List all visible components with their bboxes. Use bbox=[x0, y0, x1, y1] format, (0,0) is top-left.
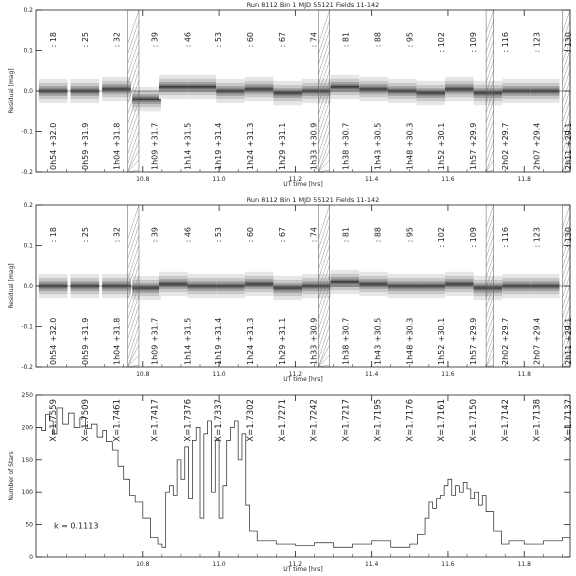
ra-dec-label: 1h52 +30.1 bbox=[437, 317, 447, 365]
bad-interval-hatch bbox=[318, 110, 329, 144]
x-tick-label: 11.0 bbox=[212, 176, 226, 183]
bad-interval-hatch bbox=[318, 215, 329, 249]
field-number-label: : 39 bbox=[150, 32, 160, 48]
field-number-label: : 81 bbox=[341, 32, 351, 48]
bad-interval-hatch bbox=[318, 20, 329, 54]
field-number-label: : 18 bbox=[49, 227, 59, 243]
ra-dec-label: 1h14 +31.5 bbox=[183, 317, 193, 365]
bad-interval-hatch bbox=[486, 215, 494, 238]
field-number-label: : 88 bbox=[373, 32, 383, 48]
ra-dec-label: 0h59 +31.9 bbox=[80, 122, 90, 170]
ra-dec-label: 1h33 +30.9 bbox=[309, 317, 319, 365]
ra-dec-label: 1h29 +31.1 bbox=[278, 317, 288, 365]
bad-interval-hatch bbox=[128, 315, 139, 349]
field-number-label: : 130 bbox=[564, 227, 574, 248]
bad-interval-hatch bbox=[128, 20, 139, 54]
ra-dec-label: 1h33 +30.9 bbox=[309, 122, 319, 170]
ra-dec-label: 2h07 +29.4 bbox=[532, 122, 542, 170]
ra-dec-label: 2h11 +29.1 bbox=[564, 122, 574, 170]
field-number-label: : 67 bbox=[278, 32, 288, 48]
ra-dec-label: 1h14 +31.5 bbox=[183, 122, 193, 170]
field-number-label: : 123 bbox=[532, 227, 542, 248]
bad-interval-hatch bbox=[318, 315, 329, 349]
bad-interval-hatch bbox=[562, 265, 570, 288]
bad-interval-hatch bbox=[128, 120, 139, 154]
ra-dec-label: 1h04 +31.8 bbox=[112, 122, 122, 170]
ra-dec-label: 1h24 +31.3 bbox=[245, 317, 255, 365]
x-tick-label: 11.2 bbox=[288, 561, 303, 568]
chart-title: Run 8112 Bin 1 MJD 55121 Fields 11-142 bbox=[246, 1, 380, 9]
ra-dec-label: 1h19 +31.4 bbox=[213, 122, 223, 170]
ra-dec-label: 1h38 +30.7 bbox=[341, 122, 351, 170]
airmass-label: X=1.7242 bbox=[309, 399, 320, 442]
bad-interval-hatch bbox=[128, 305, 139, 339]
x-tick-label: 11.4 bbox=[364, 176, 379, 183]
field-number-label: : 53 bbox=[213, 32, 223, 48]
field-number-label: : 116 bbox=[500, 227, 510, 248]
bad-interval-hatch bbox=[318, 345, 329, 367]
field-number-label: : 130 bbox=[564, 32, 574, 53]
ra-dec-label: 1h29 +31.1 bbox=[278, 122, 288, 170]
field-number-label: : 109 bbox=[469, 32, 479, 53]
field-number-label: : 53 bbox=[213, 227, 223, 243]
field-number-label: : 74 bbox=[309, 227, 319, 243]
y-tick-label: -0.2 bbox=[21, 364, 33, 371]
ra-dec-label: 2h07 +29.4 bbox=[532, 317, 542, 365]
airmass-label: X=1.7150 bbox=[469, 399, 480, 442]
bad-interval-hatch bbox=[128, 140, 139, 172]
field-number-label: : 116 bbox=[500, 32, 510, 53]
bad-interval-hatch bbox=[486, 20, 494, 43]
bad-interval-hatch bbox=[318, 325, 329, 359]
y-tick-label: 0.1 bbox=[23, 242, 33, 250]
bad-interval-hatch bbox=[128, 110, 139, 144]
bad-interval-hatch bbox=[486, 10, 494, 33]
field-number-label: : 102 bbox=[437, 227, 447, 248]
x-tick-label: 11.8 bbox=[517, 176, 531, 183]
x-tick-label: 11.0 bbox=[212, 561, 226, 568]
ra-dec-label: 1h52 +30.1 bbox=[437, 122, 447, 170]
extinction-coefficient-annotation: k = 0.1113 bbox=[54, 521, 99, 531]
bad-interval-hatch bbox=[562, 60, 570, 83]
airmass-label: X=1.7142 bbox=[500, 399, 511, 442]
airmass-label: X=1.7217 bbox=[341, 399, 352, 442]
ra-dec-label: 2h02 +29.7 bbox=[500, 122, 510, 170]
ra-dec-label: 1h09 +31.7 bbox=[150, 122, 160, 170]
bad-interval-hatch bbox=[128, 225, 139, 259]
field-number-label: : 102 bbox=[437, 32, 447, 53]
bad-interval-hatch bbox=[128, 345, 139, 367]
airmass-label: X=1.7376 bbox=[183, 399, 194, 442]
bad-interval-hatch bbox=[486, 50, 494, 73]
bad-interval-hatch bbox=[486, 60, 494, 83]
bad-interval-hatch bbox=[486, 305, 494, 328]
chart-title: Run 8112 Bin 1 MJD 55121 Fields 11-142 bbox=[246, 196, 380, 204]
y-tick-label: -0.1 bbox=[21, 323, 33, 331]
x-tick-label: 11.6 bbox=[441, 176, 455, 183]
field-number-label: : 25 bbox=[80, 227, 90, 243]
bad-interval-hatch bbox=[318, 120, 329, 154]
bad-interval-hatch bbox=[562, 295, 570, 318]
y-axis-label: Number of Stars bbox=[8, 451, 15, 501]
bad-interval-hatch bbox=[128, 130, 139, 164]
field-number-label: : 18 bbox=[49, 32, 59, 48]
ra-dec-label: 1h43 +30.5 bbox=[373, 317, 383, 365]
y-tick-label: 0.1 bbox=[23, 47, 33, 55]
airmass-label: X=1.7195 bbox=[373, 399, 384, 442]
field-number-label: : 32 bbox=[112, 227, 122, 243]
bad-interval-hatch bbox=[318, 40, 329, 74]
field-number-label: : 39 bbox=[150, 227, 160, 243]
ra-dec-label: 1h19 +31.4 bbox=[213, 317, 223, 365]
y-tick-label: 200 bbox=[21, 424, 33, 432]
ra-dec-label: 1h24 +31.3 bbox=[245, 122, 255, 170]
airmass-label: X=1.7176 bbox=[405, 399, 416, 442]
y-tick-label: 0.0 bbox=[23, 88, 33, 95]
ra-dec-label: 0h54 +32.0 bbox=[49, 122, 59, 170]
airmass-label: X=1.7137 bbox=[564, 399, 575, 442]
x-tick-label: 10.8 bbox=[136, 176, 150, 183]
ra-dec-label: 1h57 +29.9 bbox=[469, 317, 479, 365]
bad-interval-hatch bbox=[486, 205, 494, 228]
bad-interval-hatch bbox=[486, 315, 494, 338]
airmass-label: X=1.7271 bbox=[278, 399, 289, 442]
bad-interval-hatch bbox=[128, 205, 139, 239]
bad-interval-hatch bbox=[318, 205, 329, 239]
x-tick-label: 11.4 bbox=[364, 561, 379, 568]
bad-interval-hatch bbox=[562, 10, 570, 33]
bad-interval-hatch bbox=[486, 325, 494, 348]
bad-interval-hatch bbox=[486, 235, 494, 258]
airmass-label: X=1.7161 bbox=[437, 399, 448, 442]
ra-dec-label: 1h38 +30.7 bbox=[341, 317, 351, 365]
x-tick-label: 10.8 bbox=[136, 561, 150, 568]
ra-dec-label: 0h59 +31.9 bbox=[80, 317, 90, 365]
bad-interval-hatch bbox=[486, 245, 494, 268]
field-number-label: : 74 bbox=[309, 32, 319, 48]
x-tick-label: 11.6 bbox=[441, 371, 455, 378]
bad-interval-hatch bbox=[486, 335, 494, 358]
field-number-label: : 67 bbox=[278, 227, 288, 243]
field-number-label: : 88 bbox=[373, 227, 383, 243]
bad-interval-hatch bbox=[562, 90, 570, 113]
y-tick-label: 150 bbox=[21, 456, 33, 464]
bad-interval-hatch bbox=[318, 10, 329, 44]
y-tick-label: -0.2 bbox=[21, 169, 33, 176]
bad-interval-hatch bbox=[318, 305, 329, 339]
bad-interval-hatch bbox=[562, 275, 570, 298]
airmass-label: X=1.7461 bbox=[112, 399, 123, 442]
field-number-label: : 95 bbox=[405, 227, 415, 243]
bad-interval-hatch bbox=[562, 285, 570, 308]
x-tick-label: 11.8 bbox=[517, 561, 531, 568]
ra-dec-label: 1h43 +30.5 bbox=[373, 122, 383, 170]
y-axis-label: Residual [mag] bbox=[8, 263, 15, 309]
ra-dec-label: 2h11 +29.1 bbox=[564, 317, 574, 365]
airmass-label: X=1.7337 bbox=[213, 399, 224, 442]
ra-dec-label: 1h48 +30.3 bbox=[405, 317, 415, 365]
bad-interval-hatch bbox=[318, 30, 329, 64]
bad-interval-hatch bbox=[318, 335, 329, 367]
airmass-label: X=1.7302 bbox=[245, 399, 256, 442]
bad-interval-hatch bbox=[562, 70, 570, 93]
bad-interval-hatch bbox=[318, 150, 329, 172]
ra-dec-label: 1h48 +30.3 bbox=[405, 122, 415, 170]
panel-2-residual-heatmap bbox=[8, 196, 573, 383]
y-axis-label: Residual [mag] bbox=[8, 68, 15, 114]
y-tick-label: -0.1 bbox=[21, 128, 33, 136]
bad-interval-hatch bbox=[486, 110, 494, 133]
y-tick-label: 0 bbox=[29, 554, 33, 561]
bad-interval-hatch bbox=[128, 215, 139, 249]
bad-interval-hatch bbox=[128, 40, 139, 74]
bad-interval-hatch bbox=[486, 140, 494, 163]
airmass-label: X=1.7509 bbox=[80, 399, 91, 442]
ra-dec-label: 0h54 +32.0 bbox=[49, 317, 59, 365]
bad-interval-hatch bbox=[128, 335, 139, 367]
ra-dec-label: 1h04 +31.8 bbox=[112, 317, 122, 365]
field-number-label: : 109 bbox=[469, 227, 479, 248]
x-tick-label: 11.4 bbox=[364, 371, 379, 378]
y-tick-label: 50 bbox=[25, 521, 33, 529]
y-tick-label: 100 bbox=[21, 489, 33, 497]
field-number-label: : 95 bbox=[405, 32, 415, 48]
bad-interval-hatch bbox=[318, 235, 329, 269]
y-tick-label: 0.0 bbox=[23, 283, 33, 290]
field-number-label: : 123 bbox=[532, 32, 542, 53]
bad-interval-hatch bbox=[486, 130, 494, 153]
ra-dec-label: 1h09 +31.7 bbox=[150, 317, 160, 365]
field-number-label: : 25 bbox=[80, 32, 90, 48]
x-tick-label: 10.8 bbox=[136, 371, 150, 378]
field-number-label: : 46 bbox=[183, 227, 193, 243]
bad-interval-hatch bbox=[128, 30, 139, 64]
bad-interval-hatch bbox=[486, 150, 494, 172]
field-number-label: : 60 bbox=[245, 32, 255, 48]
airmass-label: X=1.7559 bbox=[49, 399, 60, 442]
y-tick-label: 250 bbox=[21, 392, 33, 399]
field-number-label: : 81 bbox=[341, 227, 351, 243]
airmass-label: X=1.7417 bbox=[150, 399, 161, 442]
ra-dec-label: 1h57 +29.9 bbox=[469, 122, 479, 170]
x-tick-label: 11.2 bbox=[288, 371, 303, 378]
x-tick-label: 11.8 bbox=[517, 371, 531, 378]
bad-interval-hatch bbox=[318, 100, 329, 134]
bad-interval-hatch bbox=[486, 345, 494, 367]
bad-interval-hatch bbox=[128, 150, 139, 172]
field-number-label: : 46 bbox=[183, 32, 193, 48]
bad-interval-hatch bbox=[562, 255, 570, 278]
bad-interval-hatch bbox=[318, 225, 329, 259]
bad-interval-hatch bbox=[128, 245, 139, 279]
bad-interval-hatch bbox=[562, 80, 570, 103]
bad-interval-hatch bbox=[486, 225, 494, 248]
bad-interval-hatch bbox=[128, 235, 139, 269]
bad-interval-hatch bbox=[486, 120, 494, 143]
bad-interval-hatch bbox=[562, 100, 570, 123]
y-tick-label: 0.2 bbox=[23, 7, 33, 14]
bad-interval-hatch bbox=[486, 30, 494, 53]
bad-interval-hatch bbox=[486, 255, 494, 278]
ra-dec-label: 2h02 +29.7 bbox=[500, 317, 510, 365]
panel-3-star-count-histogram bbox=[8, 392, 574, 573]
airmass-label: X=1.7138 bbox=[532, 399, 543, 442]
x-axis-label: UT time [hrs] bbox=[283, 566, 323, 573]
x-tick-label: 11.2 bbox=[288, 176, 303, 183]
bad-interval-hatch bbox=[318, 130, 329, 164]
bad-interval-hatch bbox=[562, 205, 570, 228]
bad-interval-hatch bbox=[486, 40, 494, 63]
bad-interval-hatch bbox=[128, 10, 139, 44]
y-tick-label: 0.2 bbox=[23, 202, 33, 209]
bad-interval-hatch bbox=[318, 295, 329, 329]
panel-1-residual-heatmap bbox=[8, 1, 573, 188]
bad-interval-hatch bbox=[128, 50, 139, 84]
field-number-label: : 32 bbox=[112, 32, 122, 48]
x-axis-label: UT time [hrs] bbox=[283, 181, 323, 188]
x-tick-label: 11.6 bbox=[441, 561, 455, 568]
bad-interval-hatch bbox=[128, 325, 139, 359]
x-axis-label: UT time [hrs] bbox=[283, 376, 323, 383]
bad-interval-hatch bbox=[318, 140, 329, 172]
field-number-label: : 60 bbox=[245, 227, 255, 243]
x-tick-label: 11.0 bbox=[212, 371, 226, 378]
